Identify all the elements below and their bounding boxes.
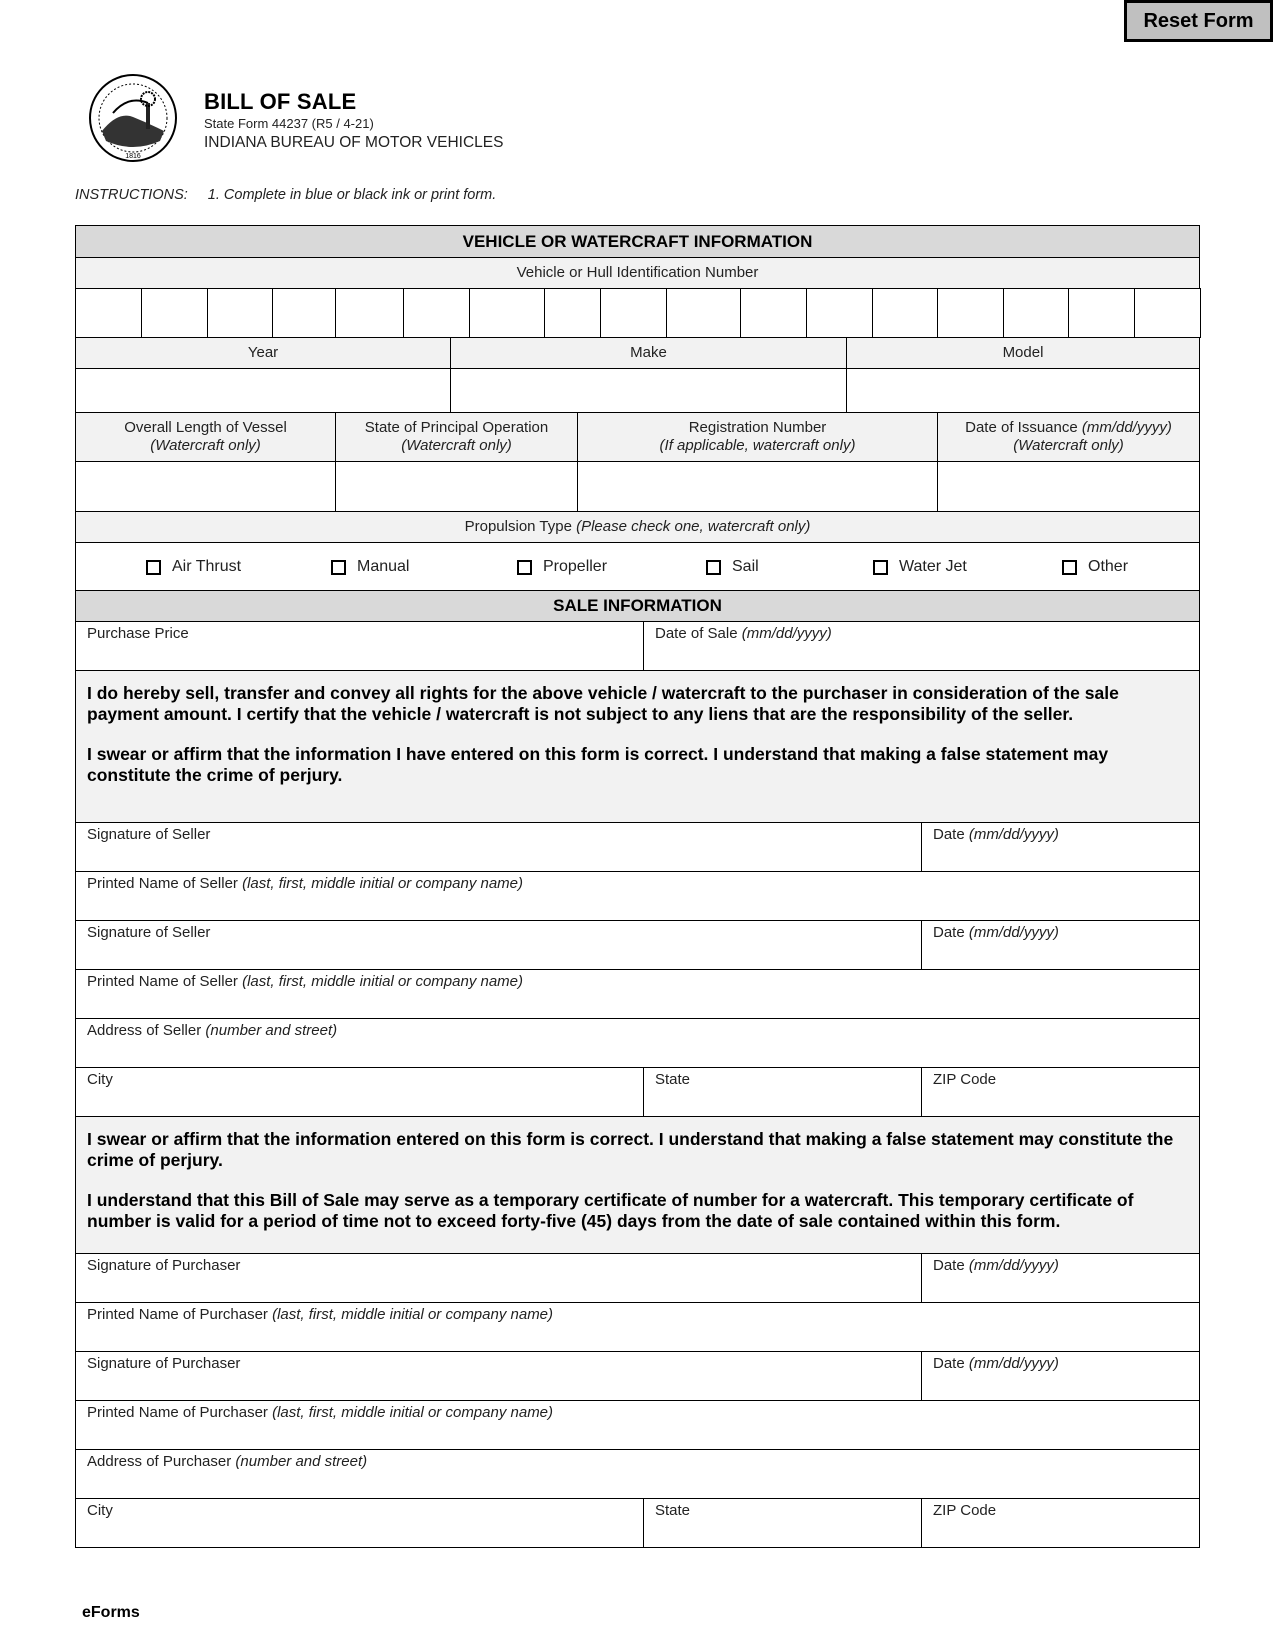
purchaser-date-label: Date	[933, 1355, 965, 1372]
model-label: Model	[846, 337, 1200, 369]
vin-character-cell[interactable]	[335, 288, 404, 338]
seller-zip-field[interactable]	[921, 1067, 1200, 1117]
vehicle-section-header: VEHICLE OR WATERCRAFT INFORMATION	[75, 225, 1200, 258]
checkbox-label: Air Thrust	[172, 558, 242, 575]
vin-character-cell[interactable]	[207, 288, 273, 338]
seller-signature-label: Signature of Seller	[87, 924, 211, 941]
seller-statement	[75, 670, 1200, 823]
purchaser-1-printed-name-field[interactable]	[75, 1302, 1200, 1352]
seller-1-signature-field[interactable]	[75, 822, 922, 872]
vin-character-cell[interactable]	[1003, 288, 1069, 338]
seller-2-signature-field[interactable]	[75, 920, 922, 970]
instructions-text: 1. Complete in blue or black ink or print form.	[207, 187, 497, 203]
seller-address-label: Address of Seller	[87, 1022, 202, 1039]
vin-character-cell[interactable]	[666, 288, 741, 338]
purchase-price-label: Purchase Price	[87, 625, 189, 642]
seller-printed-name-note: (last, first, middle initial or company name)	[242, 973, 524, 990]
propulsion-checkbox-air-thrust[interactable]	[146, 558, 241, 576]
checkbox-icon[interactable]	[146, 560, 161, 575]
checkbox-label: Water Jet	[899, 558, 967, 575]
checkbox-icon[interactable]	[873, 560, 888, 575]
seller-statement-transfer: I do hereby sell, transfer and convey all rights for the above vehicle / watercraft to the purchaser in consideration of the sale payment amount. I certify that the vehicle / watercraft is not subject to any liens that are the responsibility of the seller.	[87, 683, 1119, 724]
checkbox-icon[interactable]	[706, 560, 721, 575]
vin-character-cell[interactable]	[544, 288, 601, 338]
state-operation-label	[335, 412, 578, 462]
purchaser-1-signature-field[interactable]	[75, 1253, 922, 1303]
make-label: Make	[450, 337, 847, 369]
agency-name: INDIANA BUREAU OF MOTOR VEHICLES	[204, 134, 504, 151]
propulsion-checkbox-water-jet[interactable]	[873, 558, 967, 576]
vin-character-cell[interactable]	[1068, 288, 1135, 338]
seller-address-note: (number and street)	[205, 1022, 338, 1039]
registration-number-label-text: Registration Number	[688, 419, 827, 436]
purchaser-2-date-field[interactable]	[921, 1351, 1200, 1401]
vin-character-cell[interactable]	[403, 288, 470, 338]
state-operation-input[interactable]	[335, 461, 578, 512]
svg-text:1816: 1816	[125, 153, 141, 160]
seller-signature-label: Signature of Seller	[87, 826, 211, 843]
vessel-length-input[interactable]	[75, 461, 336, 512]
vin-character-cell[interactable]	[600, 288, 667, 338]
purchaser-city-label: City	[87, 1502, 113, 1519]
form-title: BILL OF SALE	[204, 89, 357, 114]
purchaser-2-signature-field[interactable]	[75, 1351, 922, 1401]
seller-printed-name-note: (last, first, middle initial or company name)	[242, 875, 524, 892]
seller-1-date-field[interactable]	[921, 822, 1200, 872]
date-of-issuance-input[interactable]	[937, 461, 1200, 512]
seller-address-field[interactable]	[75, 1018, 1200, 1068]
seller-date-format: (mm/dd/yyyy)	[968, 924, 1059, 941]
seller-2-printed-name-field[interactable]	[75, 969, 1200, 1019]
purchaser-state-field[interactable]	[643, 1498, 922, 1548]
purchaser-signature-label: Signature of Purchaser	[87, 1355, 241, 1372]
seller-2-date-field[interactable]	[921, 920, 1200, 970]
date-of-sale-field[interactable]	[643, 621, 1200, 671]
make-input[interactable]	[450, 368, 847, 413]
checkbox-label: Other	[1088, 558, 1129, 575]
checkbox-icon[interactable]	[331, 560, 346, 575]
purchaser-printed-name-note: (last, first, middle initial or company name)	[272, 1306, 554, 1323]
date-of-issuance-label	[937, 412, 1200, 462]
date-of-issuance-label-text: Date of Issuance	[965, 419, 1078, 436]
vessel-length-note: (Watercraft only)	[150, 437, 261, 454]
purchaser-printed-name-note: (last, first, middle initial or company name)	[272, 1404, 554, 1421]
purchaser-statement	[75, 1116, 1200, 1254]
propulsion-type-note: (Please check one, watercraft only)	[576, 518, 811, 535]
registration-number-input[interactable]	[577, 461, 938, 512]
propulsion-checkbox-propeller[interactable]	[517, 558, 607, 576]
registration-number-label	[577, 412, 938, 462]
checkbox-icon[interactable]	[1062, 560, 1077, 575]
seller-city-field[interactable]	[75, 1067, 644, 1117]
vin-label: Vehicle or Hull Identification Number	[75, 257, 1200, 289]
date-of-sale-format: (mm/dd/yyyy)	[741, 625, 832, 642]
state-operation-label-text: State of Principal Operation	[364, 419, 549, 436]
purchaser-printed-name-label: Printed Name of Purchaser	[87, 1404, 268, 1421]
seller-printed-name-label: Printed Name of Seller	[87, 973, 238, 990]
purchaser-state-label: State	[655, 1502, 691, 1519]
vin-character-cell[interactable]	[806, 288, 873, 338]
seller-date-label: Date	[933, 924, 965, 941]
vin-character-cell[interactable]	[469, 288, 545, 338]
instructions	[75, 187, 496, 203]
vin-character-cell[interactable]	[740, 288, 807, 338]
state-operation-note: (Watercraft only)	[401, 437, 512, 454]
state-seal-icon	[88, 73, 178, 163]
vin-character-cell[interactable]	[1134, 288, 1201, 338]
checkbox-label: Propeller	[543, 558, 608, 575]
registration-number-note: (If applicable, watercraft only)	[659, 437, 856, 454]
purchaser-statement-perjury: I swear or affirm that the information entered on this form is correct. I understand that making a false statement may constitute the crime of perjury.	[87, 1129, 1174, 1170]
vin-character-cell[interactable]	[872, 288, 938, 338]
vin-character-cell[interactable]	[272, 288, 336, 338]
instructions-label: INSTRUCTIONS:	[75, 187, 188, 203]
eforms-brand: eForms	[82, 1604, 140, 1621]
propulsion-checkbox-other[interactable]	[1062, 558, 1128, 576]
date-of-issuance-format: (mm/dd/yyyy)	[1081, 419, 1172, 436]
seller-state-field[interactable]	[643, 1067, 922, 1117]
seller-1-printed-name-field[interactable]	[75, 871, 1200, 921]
reset-form-button[interactable]: Reset Form	[1124, 0, 1273, 42]
checkbox-label: Sail	[732, 558, 759, 575]
propulsion-type-label	[75, 511, 1200, 543]
date-of-sale-label: Date of Sale	[655, 625, 738, 642]
purchaser-1-date-field[interactable]	[921, 1253, 1200, 1303]
purchaser-printed-name-label: Printed Name of Purchaser	[87, 1306, 268, 1323]
vessel-length-label-text: Overall Length of Vessel	[124, 419, 287, 436]
year-label: Year	[75, 337, 451, 369]
seller-zip-label: ZIP Code	[933, 1071, 997, 1088]
purchaser-date-format: (mm/dd/yyyy)	[968, 1355, 1059, 1372]
propulsion-checkbox-sail[interactable]	[706, 558, 759, 576]
seller-date-label: Date	[933, 826, 965, 843]
purchaser-statement-temporary-certificate: I understand that this Bill of Sale may serve as a temporary certificate of number for a watercraft. This temporary certificate of number is valid for a period of time not to exceed forty-five (45) days from the date of sale contained within this form.	[87, 1190, 1134, 1231]
purchaser-address-note: (number and street)	[235, 1453, 368, 1470]
purchaser-2-printed-name-field[interactable]	[75, 1400, 1200, 1450]
date-of-issuance-note: (Watercraft only)	[1013, 437, 1124, 454]
purchaser-zip-field[interactable]	[921, 1498, 1200, 1548]
year-input[interactable]	[75, 368, 451, 413]
form-number: State Form 44237 (R5 / 4-21)	[204, 116, 374, 131]
sale-section-header: SALE INFORMATION	[75, 590, 1200, 622]
purchase-price-field[interactable]	[75, 621, 644, 671]
propulsion-checkbox-manual[interactable]	[331, 558, 409, 576]
seller-date-format: (mm/dd/yyyy)	[968, 826, 1059, 843]
purchaser-address-label: Address of Purchaser	[87, 1453, 232, 1470]
vin-character-cell[interactable]	[75, 288, 142, 338]
seller-printed-name-label: Printed Name of Seller	[87, 875, 238, 892]
purchaser-address-field[interactable]	[75, 1449, 1200, 1499]
purchaser-zip-label: ZIP Code	[933, 1502, 997, 1519]
seller-state-label: State	[655, 1071, 691, 1088]
purchaser-date-format: (mm/dd/yyyy)	[968, 1257, 1059, 1274]
purchaser-city-field[interactable]	[75, 1498, 644, 1548]
vessel-length-label	[75, 412, 336, 462]
propulsion-type-label-text: Propulsion Type	[464, 518, 572, 535]
seller-statement-perjury: I swear or affirm that the information I have entered on this form is correct. I understand that making a false statement may constitute the crime of perjury.	[87, 744, 1109, 785]
purchaser-signature-label: Signature of Purchaser	[87, 1257, 241, 1274]
purchaser-date-label: Date	[933, 1257, 965, 1274]
checkbox-icon[interactable]	[517, 560, 532, 575]
seller-city-label: City	[87, 1071, 113, 1088]
propulsion-options-row	[75, 542, 1200, 591]
model-input[interactable]	[846, 368, 1200, 413]
checkbox-label: Manual	[357, 558, 410, 575]
vin-character-cell[interactable]	[937, 288, 1004, 338]
vin-character-cell[interactable]	[141, 288, 208, 338]
